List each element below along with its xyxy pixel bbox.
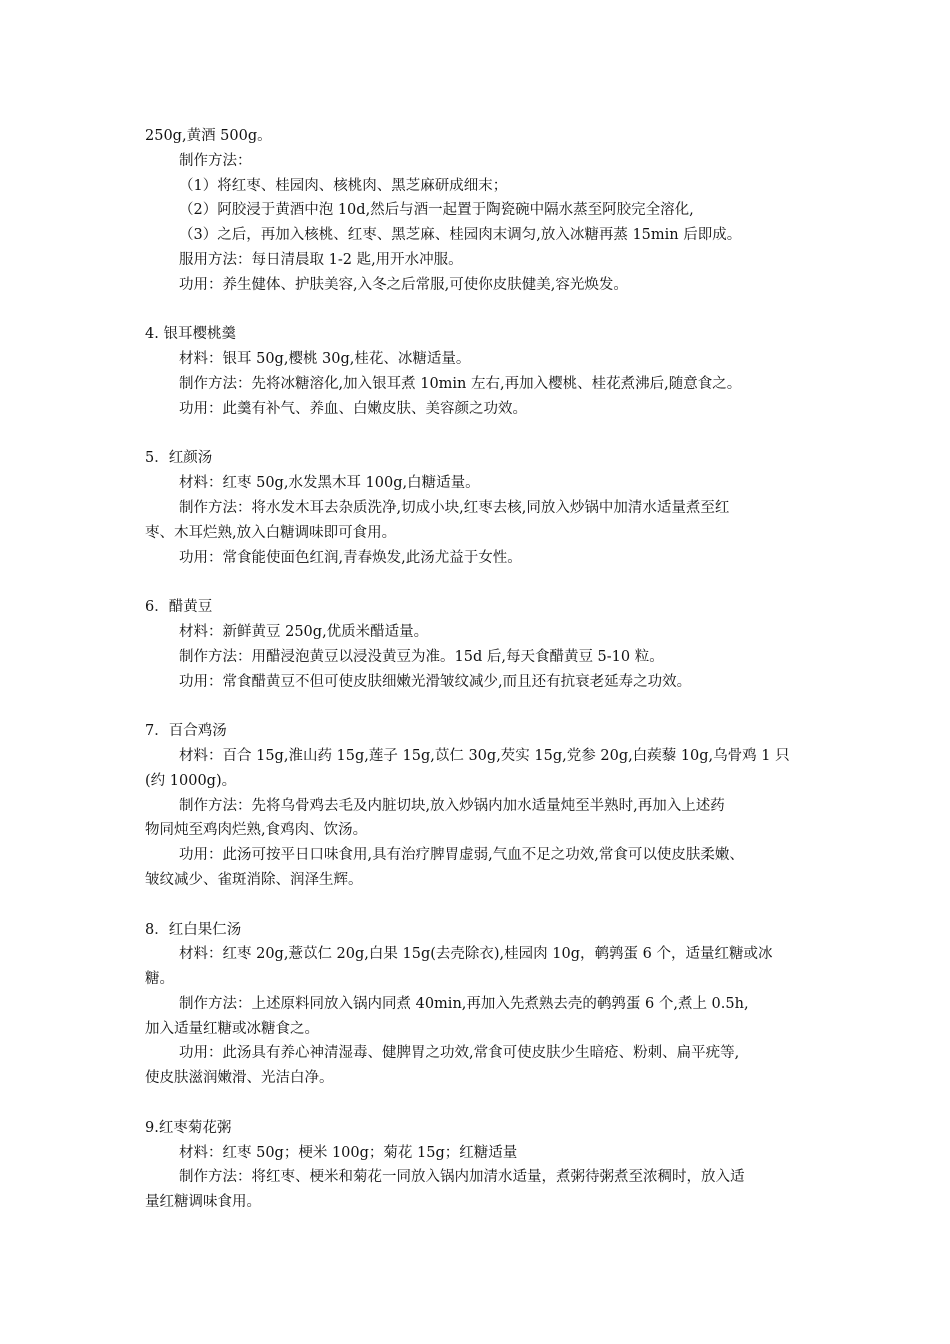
recipe-heading: 8．红白果仁汤: [145, 921, 242, 938]
text-line: 材料：银耳 50g,樱桃 30g,桂花、冰糖适量。: [179, 351, 471, 368]
text-line: 功用：此羹有补气、养血、白嫩皮肤、美容颜之功效。: [179, 400, 527, 417]
paragraph-spacer: [145, 893, 813, 918]
paragraph-spacer: [145, 570, 813, 595]
text-line: 材料：红枣 50g；梗米 100g；菊花 15g；红糖适量: [179, 1144, 518, 1161]
text-line: （1）将红枣、桂园肉、核桃肉、黑芝麻研成细末；: [179, 177, 508, 194]
text-line: 制作方法：将水发木耳去杂质洗净,切成小块,红枣去核,同放入炒锅中加清水适量煮至红: [179, 499, 730, 516]
recipe-heading: 9.红枣菊花粥: [145, 1119, 232, 1136]
text-line: 糖。: [145, 971, 174, 988]
text-line: 功用：此汤具有养心神清湿毒、健脾胃之功效,常食可使皮肤少生暗疮、粉刺、扁平疣等,: [179, 1045, 740, 1062]
text-line: 材料：红枣 50g,水发黑木耳 100g,白糖适量。: [179, 475, 480, 492]
text-line: 枣、木耳烂熟,放入白糖调味即可食用。: [145, 524, 397, 541]
text-line: 材料：新鲜黄豆 250g,优质米醋适量。: [179, 623, 429, 640]
text-line: 功用：养生健体、护肤美容,入冬之后常服,可使你皮肤健美,容光焕发。: [179, 276, 628, 293]
text-line: 功用：常食能使面色红润,青春焕发,此汤尤益于女性。: [179, 549, 522, 566]
text-line: 材料：红枣 20g,薏苡仁 20g,白果 15g(去壳除衣),桂园肉 10g，鹌鹑蛋 6 个，适量红糖或冰: [179, 946, 773, 963]
text-line: 制作方法：用醋浸泡黄豆以浸没黄豆为准。15d 后,每天食醋黄豆 5-10 粒。: [179, 648, 664, 665]
text-line: 皱纹减少、雀斑消除、润泽生辉。: [145, 871, 363, 888]
text-line: 制作方法：先将冰糖溶化,加入银耳煮 10min 左右,再加入樱桃、桂花煮沸后,随意食之。: [179, 375, 742, 392]
recipe-heading: 6．醋黄豆: [145, 599, 213, 616]
text-line: 制作方法：: [179, 152, 252, 169]
text-line: 制作方法：先将乌骨鸡去毛及内脏切块,放入炒锅内加水适量炖至半熟时,再加入上述药: [179, 797, 725, 814]
text-line: 材料：百合 15g,淮山药 15g,莲子 15g,苡仁 30g,芡实 15g,党参 20g,白蒺藜 10g,乌骨鸡 1 只: [179, 747, 790, 764]
recipe-heading: 5．红颜汤: [145, 450, 213, 467]
text-line: 服用方法：每日清晨取 1-2 匙,用开水冲服。: [179, 251, 463, 268]
text-line: 使皮肤滋润嫩滑、光洁白净。: [145, 1070, 334, 1087]
text-line: 功用：此汤可按平日口味食用,具有治疗脾胃虚弱,气血不足之功效,常食可以使皮肤柔嫩、: [179, 847, 744, 864]
text-line: 量红糖调味食用。: [145, 1194, 261, 1211]
recipe-heading: 7．百合鸡汤: [145, 723, 227, 740]
paragraph-spacer: [145, 694, 813, 719]
text-line: （2）阿胶浸于黄酒中泡 10d,然后与酒一起置于陶瓷碗中隔水蒸至阿胶完全溶化,: [179, 202, 694, 219]
paragraph-spacer: [145, 298, 813, 323]
text-line: (约 1000g)。: [145, 772, 237, 789]
text-line: 制作方法：上述原料同放入锅内同煮 40min,再加入先煮熟去壳的鹌鹑蛋 6 个,煮上 0.5h,: [179, 995, 749, 1012]
text-line: 物同炖至鸡肉烂熟,食鸡肉、饮汤。: [145, 822, 368, 839]
document-body: [145, 124, 813, 1215]
text-line: （3）之后，再加入核桃、红枣、黑芝麻、桂园肉末调匀,放入冰糖再蒸 15min 后即成。: [179, 227, 742, 244]
text-line: 加入适量红糖或冰糖食之。: [145, 1020, 319, 1037]
recipe-heading: 4. 银耳樱桃羹: [145, 326, 236, 343]
paragraph-spacer: [145, 1091, 813, 1116]
text-line: 250g,黄酒 500g。: [145, 128, 272, 144]
text-line: 制作方法：将红枣、梗米和菊花一同放入锅内加清水适量，煮粥待粥煮至浓稠时，放入适: [179, 1169, 745, 1186]
paragraph-spacer: [145, 422, 813, 447]
text-line: 功用：常食醋黄豆不但可使皮肤细嫩光滑皱纹减少,而且还有抗衰老延寿之功效。: [179, 673, 692, 690]
